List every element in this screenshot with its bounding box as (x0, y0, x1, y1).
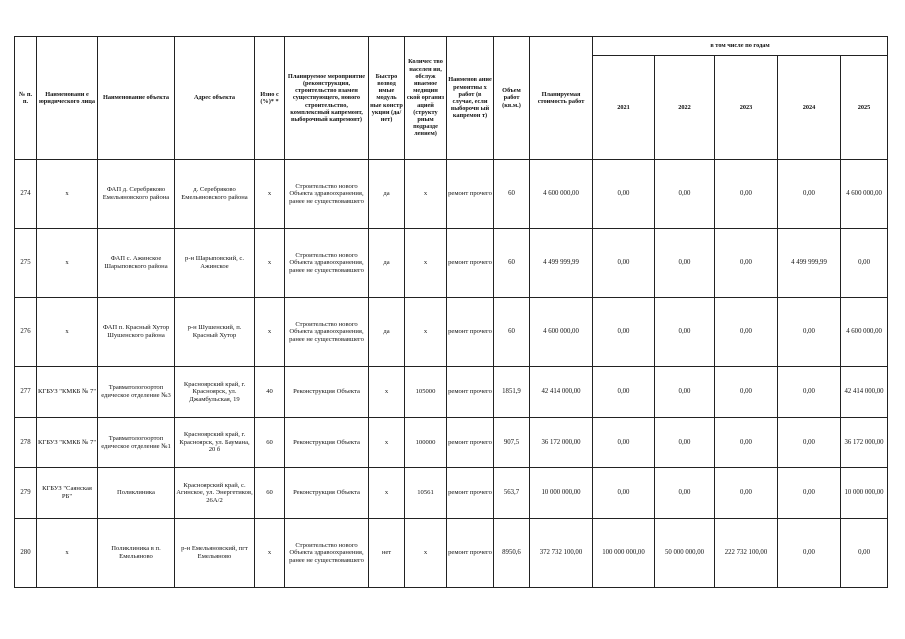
cell-wear: 60 (255, 468, 285, 519)
cell-planned-measure: Реконструкция Объекта (285, 418, 369, 468)
table-row (15, 298, 888, 367)
cell-row-number: 274 (15, 160, 37, 229)
cell-repair-type: ремонт прочего (447, 468, 494, 519)
cell-population: 100000 (405, 418, 447, 468)
cell-planned-measure: Строительство нового Объекта здравоохранения, ранее не существовавшего (285, 519, 369, 588)
cell-year-2022: 0,00 (655, 367, 715, 418)
repair-program-table (14, 36, 888, 588)
cell-legal-entity: х (37, 160, 98, 229)
cell-year-2021: 0,00 (593, 418, 655, 468)
cell-address: р-н Шушенский, п. Красный Хутор (175, 298, 255, 367)
header-repair-type: Наименов ание ремонтны х работ (в случае, если выборочн ый капремон т) (447, 37, 494, 160)
cell-wear: х (255, 519, 285, 588)
cell-population: х (405, 160, 447, 229)
cell-cost: 10 000 000,00 (530, 468, 593, 519)
cell-cost: 372 732 100,00 (530, 519, 593, 588)
header-row-1 (15, 37, 888, 56)
cell-year-2025: 0,00 (841, 519, 888, 588)
cell-planned-measure: Реконструкция Объекта (285, 367, 369, 418)
header-year-2022: 2022 (655, 56, 715, 160)
table-row (15, 519, 888, 588)
cell-volume: 60 (494, 298, 530, 367)
cell-year-2025: 42 414 000,00 (841, 367, 888, 418)
cell-modular: х (369, 367, 405, 418)
cell-modular: да (369, 160, 405, 229)
cell-population: х (405, 519, 447, 588)
cell-volume: 8950,6 (494, 519, 530, 588)
cell-year-2024: 4 499 999,99 (778, 229, 841, 298)
cell-year-2021: 0,00 (593, 367, 655, 418)
cell-year-2024: 0,00 (778, 468, 841, 519)
cell-year-2022: 0,00 (655, 160, 715, 229)
cell-year-2023: 0,00 (715, 229, 778, 298)
cell-year-2021: 0,00 (593, 468, 655, 519)
cell-repair-type: ремонт прочего (447, 229, 494, 298)
cell-modular: нет (369, 519, 405, 588)
cell-year-2024: 0,00 (778, 367, 841, 418)
header-no: № п. п. (15, 37, 37, 160)
cell-volume: 1851,9 (494, 367, 530, 418)
cell-modular: х (369, 468, 405, 519)
table-row (15, 160, 888, 229)
cell-modular: да (369, 298, 405, 367)
cell-wear: х (255, 229, 285, 298)
header-volume: Объем работ (кв.м.) (494, 37, 530, 160)
document-sheet (14, 36, 887, 588)
cell-volume: 907,5 (494, 418, 530, 468)
cell-year-2023: 0,00 (715, 468, 778, 519)
cell-year-2022: 50 000 000,00 (655, 519, 715, 588)
table-row (15, 418, 888, 468)
cell-planned-measure: Строительство нового Объекта здравоохранения, ранее не существовавшего (285, 160, 369, 229)
cell-volume: 60 (494, 229, 530, 298)
cell-year-2025: 0,00 (841, 229, 888, 298)
cell-address: р-н Емельяновский, пгт Емельяново (175, 519, 255, 588)
cell-repair-type: ремонт прочего (447, 160, 494, 229)
cell-year-2021: 0,00 (593, 298, 655, 367)
cell-object-name: Поликлиника в п. Емельяново (98, 519, 175, 588)
cell-volume: 563,7 (494, 468, 530, 519)
cell-population: х (405, 229, 447, 298)
cell-legal-entity: х (37, 229, 98, 298)
cell-modular: х (369, 418, 405, 468)
cell-row-number: 276 (15, 298, 37, 367)
cell-wear: х (255, 298, 285, 367)
cell-cost: 4 600 000,00 (530, 298, 593, 367)
cell-year-2025: 10 000 000,00 (841, 468, 888, 519)
cell-planned-measure: Строительство нового Объекта здравоохранения, ранее не существовавшего (285, 229, 369, 298)
header-year-2023: 2023 (715, 56, 778, 160)
cell-address: Красноярский край, г. Красноярск, ул. Баумана, 20 б (175, 418, 255, 468)
cell-population: х (405, 298, 447, 367)
cell-wear: 40 (255, 367, 285, 418)
cell-legal-entity: КГБУЗ "Саянская РБ" (37, 468, 98, 519)
cell-year-2025: 4 600 000,00 (841, 298, 888, 367)
cell-year-2025: 4 600 000,00 (841, 160, 888, 229)
cell-year-2024: 0,00 (778, 160, 841, 229)
cell-cost: 36 172 000,00 (530, 418, 593, 468)
cell-repair-type: ремонт прочего (447, 298, 494, 367)
table-row (15, 229, 888, 298)
table-body (15, 160, 888, 588)
cell-year-2024: 0,00 (778, 418, 841, 468)
cell-address: р-н Шарыповский, с. Ажинское (175, 229, 255, 298)
header-modular: Быстро возвод имые модуль ные констр укции (да/нет) (369, 37, 405, 160)
cell-year-2025: 36 172 000,00 (841, 418, 888, 468)
cell-cost: 42 414 000,00 (530, 367, 593, 418)
cell-year-2023: 0,00 (715, 418, 778, 468)
cell-year-2021: 0,00 (593, 160, 655, 229)
cell-cost: 4 499 999,99 (530, 229, 593, 298)
cell-object-name: Травматологоортоп едическое отделение №1 (98, 418, 175, 468)
cell-row-number: 279 (15, 468, 37, 519)
header-year-2024: 2024 (778, 56, 841, 160)
header-wear: Изно с (%)* * (255, 37, 285, 160)
cell-legal-entity: х (37, 519, 98, 588)
header-planned-measure: Планируемое мероприятие (реконструкция, строительство взамен существующего, нового строительство, комплексный капремонт, выборочный капремонт) (285, 37, 369, 160)
cell-repair-type: ремонт прочего (447, 418, 494, 468)
cell-repair-type: ремонт прочего (447, 367, 494, 418)
cell-year-2021: 100 000 000,00 (593, 519, 655, 588)
cell-year-2022: 0,00 (655, 229, 715, 298)
cell-object-name: Травматологоортоп едическое отделение №3 (98, 367, 175, 418)
table-row (15, 468, 888, 519)
cell-object-name: ФАП п. Красный Хутор Шушенского района (98, 298, 175, 367)
header-object-name: Наименование объекта (98, 37, 175, 160)
cell-object-name: ФАП д. Серебряково Емельяновского района (98, 160, 175, 229)
cell-cost: 4 600 000,00 (530, 160, 593, 229)
cell-population: 10561 (405, 468, 447, 519)
table-row (15, 367, 888, 418)
cell-year-2023: 0,00 (715, 160, 778, 229)
cell-year-2022: 0,00 (655, 298, 715, 367)
cell-wear: 60 (255, 418, 285, 468)
header-by-years: в том числе по годам (593, 37, 888, 56)
cell-object-name: Поликлиника (98, 468, 175, 519)
cell-repair-type: ремонт прочего (447, 519, 494, 588)
cell-year-2023: 0,00 (715, 367, 778, 418)
header-population: Количес тво населен ия, обслуж иваемое медицин ской организ ацией (структу рным подразде лением) (405, 37, 447, 160)
header-cost: Планируемая стоимость работ (530, 37, 593, 160)
header-address: Адрес объекта (175, 37, 255, 160)
header-legal-entity: Наименовани е юридического лица (37, 37, 98, 160)
cell-year-2023: 222 732 100,00 (715, 519, 778, 588)
cell-address: Красноярский край, г. Красноярск, ул. Джамбульская, 19 (175, 367, 255, 418)
cell-row-number: 280 (15, 519, 37, 588)
cell-volume: 60 (494, 160, 530, 229)
cell-population: 105000 (405, 367, 447, 418)
cell-address: д. Серебряково Емельяновского района (175, 160, 255, 229)
cell-legal-entity: КГБУЗ "КМКБ № 7" (37, 418, 98, 468)
cell-row-number: 278 (15, 418, 37, 468)
header-year-2021: 2021 (593, 56, 655, 160)
cell-year-2022: 0,00 (655, 468, 715, 519)
cell-address: Красноярский край, с. Агинское, ул. Энергетиков, 26А/2 (175, 468, 255, 519)
cell-legal-entity: КГБУЗ "КМКБ № 7" (37, 367, 98, 418)
header-year-2025: 2025 (841, 56, 888, 160)
cell-planned-measure: Строительство нового Объекта здравоохранения, ранее не существовавшего (285, 298, 369, 367)
cell-year-2023: 0,00 (715, 298, 778, 367)
cell-legal-entity: х (37, 298, 98, 367)
cell-object-name: ФАП с. Ажинское Шарыповского района (98, 229, 175, 298)
cell-year-2022: 0,00 (655, 418, 715, 468)
cell-year-2024: 0,00 (778, 298, 841, 367)
cell-wear: х (255, 160, 285, 229)
cell-year-2024: 0,00 (778, 519, 841, 588)
cell-row-number: 275 (15, 229, 37, 298)
cell-modular: да (369, 229, 405, 298)
cell-planned-measure: Реконструкция Объекта (285, 468, 369, 519)
cell-year-2021: 0,00 (593, 229, 655, 298)
cell-row-number: 277 (15, 367, 37, 418)
